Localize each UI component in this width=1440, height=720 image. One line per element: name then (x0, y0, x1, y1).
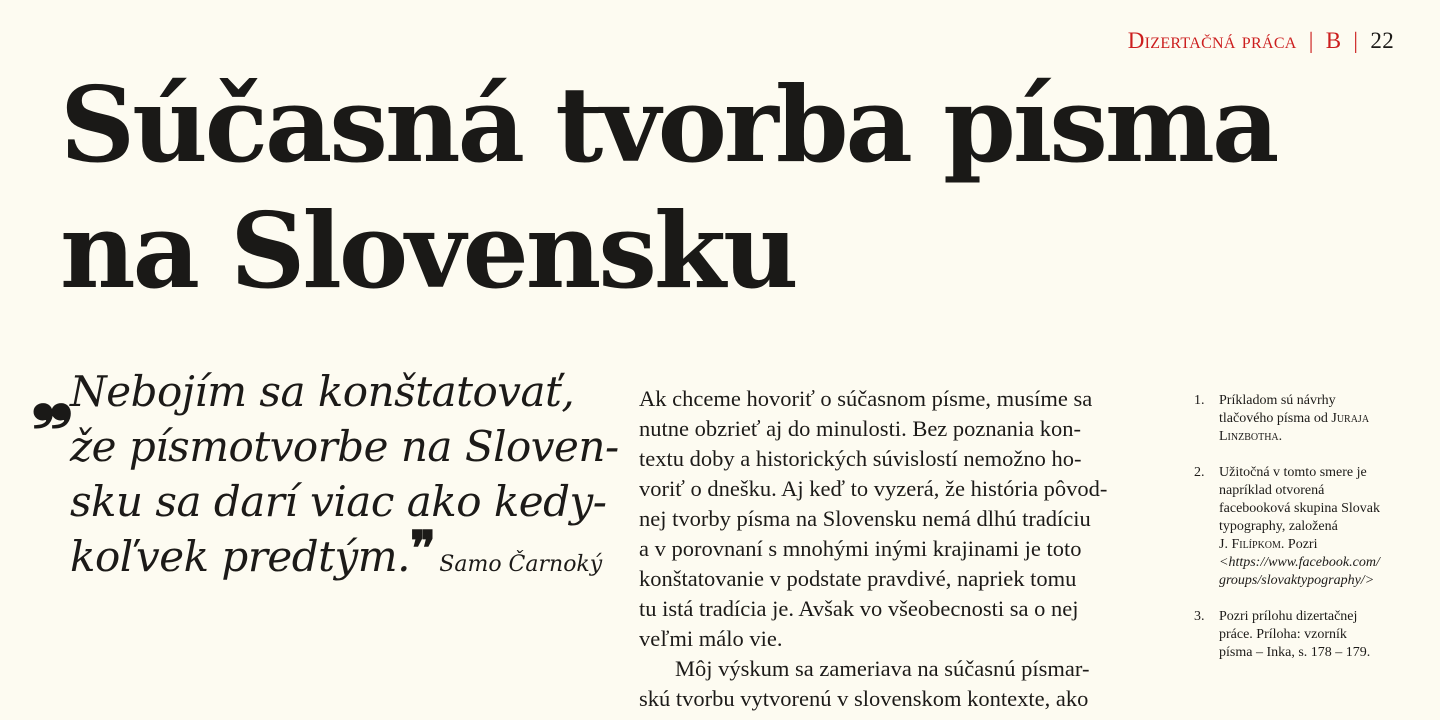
footnote-line (1219, 410, 1414, 428)
footnote-url[interactable]: groups/slovaktypography/> (1219, 573, 1375, 588)
body-line: skú tvorbu vytvorenú v slovenskom kontexte, ako (639, 686, 1089, 711)
footnote-line (1219, 536, 1414, 554)
footnote (1194, 464, 1414, 590)
footnote-text: Pozri (1284, 537, 1318, 552)
body-line: nutne obzrieť aj do minulosti. Bez poznania kon- (639, 416, 1082, 441)
footnote-number: 2. (1194, 465, 1205, 480)
title-line: na Slovensku (60, 189, 796, 312)
footnote-line: napríklad otvorená (1219, 483, 1325, 498)
body-line: textu doby a historických súvislostí nemožno ho- (639, 446, 1082, 471)
pull-quote-line: koľvek predtým. (70, 532, 410, 581)
footnote-line: Pozri prílohu dizertačnej (1219, 609, 1358, 624)
running-head-section: Dizertačná práca (1127, 28, 1297, 53)
author-name: Juraja (1331, 411, 1370, 426)
open-quote-icon: ❠ (32, 363, 73, 433)
body-line: nej tvorby písma na Slovensku nemá dlhú tradíciu (639, 506, 1091, 531)
pull-quote (70, 364, 619, 592)
body-line: tu istá tradícia je. Avšak vo všeobecnosti sa o nej (639, 596, 1079, 621)
footnote-line: Užitočná v tomto smere je (1219, 465, 1367, 480)
body-line: a v porovnaní s mnohými inými krajinami je toto (639, 536, 1082, 561)
footnote-line: práce. Príloha: vzorník (1219, 627, 1347, 642)
author-name: Filípkom. (1231, 537, 1285, 552)
footnote-line: písma – Inka, s. 178 – 179. (1219, 645, 1371, 660)
body-line: Ak chceme hovoriť o súčasnom písme, musíme sa (639, 386, 1093, 411)
pull-quote-line: Nebojím sa konštatovať, (70, 367, 575, 416)
body-line: Môj výskum sa zameriava na súčasnú písmar- (675, 656, 1090, 681)
footnote-line: Príkladom sú návrhy (1219, 393, 1336, 408)
running-head-part: B (1325, 28, 1342, 53)
close-quote-icon: ❞ (409, 521, 436, 577)
footnote-url[interactable]: <https://www.facebook.com/ (1219, 555, 1380, 570)
body-line: veľmi málo vie. (639, 626, 783, 651)
body-line: voriť o dnešku. Aj keď to vyzerá, že história pôvod- (639, 476, 1108, 501)
pull-quote-last-line (70, 521, 610, 592)
footnote-text: J. (1219, 537, 1232, 552)
pull-quote-line: že písmotvorbe na Sloven- (70, 422, 619, 471)
body-line: konštatovanie v podstate pravdivé, napriek tomu (639, 566, 1077, 591)
footnote-number: 3. (1194, 609, 1205, 624)
footnote-number: 1. (1194, 393, 1205, 408)
pull-quote-line: sku sa darí viac ako kedy- (70, 477, 607, 526)
quote-author: Samo Čarnoký (439, 552, 603, 577)
page-title (60, 62, 1277, 314)
body-text (639, 384, 1159, 714)
page-number: 22 (1370, 28, 1394, 53)
running-head-separator: | (1308, 28, 1314, 53)
footnote-line: typography, založená (1219, 519, 1338, 534)
title-line: Súčasná tvorba písma (60, 63, 1277, 186)
author-name: Linzbotha. (1219, 429, 1283, 444)
footnotes (1194, 392, 1414, 680)
running-head-separator: | (1353, 28, 1359, 53)
footnote (1194, 392, 1414, 446)
footnote-text: tlačového písma od (1219, 411, 1332, 426)
footnote (1194, 608, 1414, 662)
running-head (1128, 28, 1394, 54)
footnote-line: facebooková skupina Slovak (1219, 501, 1380, 516)
